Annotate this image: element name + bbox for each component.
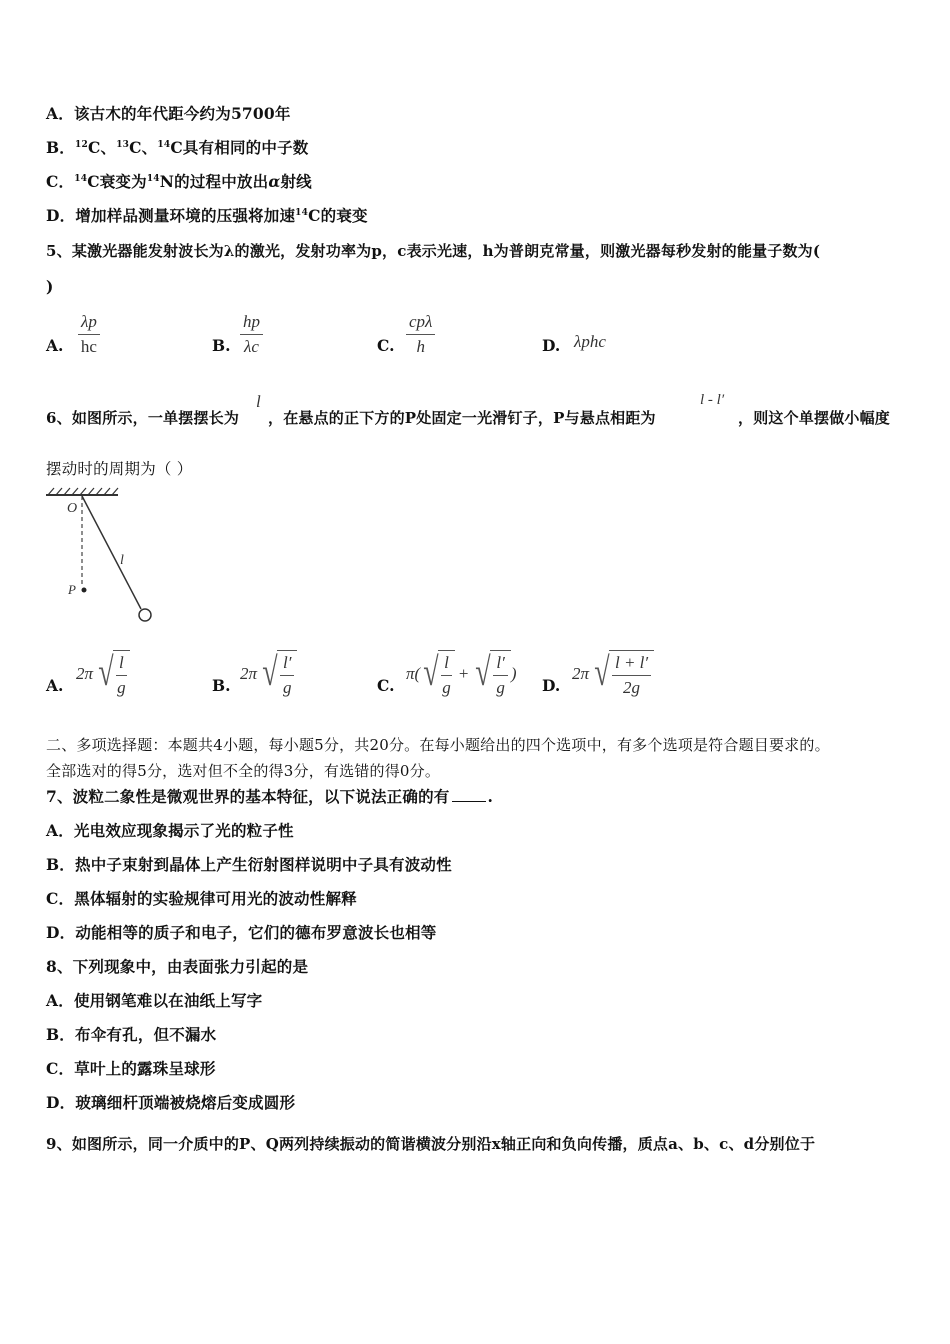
option-text: C衰变为 (87, 172, 147, 191)
q5-stem: 5、某激光器能发射波长为λ的激光，发射功率为p，c表示光速，h为普朗克常量，则激光器每秒发射的能量子数为( (46, 242, 821, 260)
denominator: hc (80, 337, 97, 356)
option-text: N的过程中放出 (159, 172, 269, 191)
option-label: B． (46, 1025, 76, 1044)
q5-option-d-formula: λphc (574, 332, 606, 351)
mass-number: 13 (116, 140, 130, 150)
mass-number: 12 (75, 140, 88, 150)
option-text: 黑体辐射的实验规律可用光的波动性解释 (74, 889, 357, 908)
q6-stem-part-c: ，则这个单摆做小幅度 (738, 409, 891, 427)
q4-option-a (46, 102, 291, 124)
q6-symbol-l-minus-lprime: l - l′ (700, 392, 725, 408)
q6-stem-part-b: ，在悬点的正下方的P处固定一光滑钉子，P与悬点相距为 (268, 409, 656, 427)
denominator: λc (244, 337, 259, 356)
option-text: 热中子束射到晶体上产生衍射图样说明中子具有波动性 (75, 855, 452, 874)
numerator: l′ (493, 653, 507, 676)
answer-blank (452, 801, 486, 802)
q6-option-a-label: A. (46, 676, 64, 695)
q4-option-c (46, 170, 312, 192)
mass-number: 14 (74, 174, 88, 184)
nail-point-p (82, 588, 87, 593)
numerator: cpλ (406, 312, 435, 335)
numerator: l (441, 653, 452, 676)
coefficient: 2π (76, 664, 94, 683)
label-p: P (68, 582, 76, 597)
q5-option-a-formula (78, 312, 100, 357)
denominator: g (496, 678, 505, 697)
option-label: A． (46, 104, 74, 123)
q6-stem-line2: 摆动时的周期为（ ） (46, 460, 193, 478)
ceiling-hatch (48, 488, 118, 495)
q6-option-d-label: D. (542, 676, 561, 695)
coefficient: π( (406, 664, 421, 683)
option-text: C具有相同的中子数 (170, 138, 309, 157)
option-label: C． (46, 889, 75, 908)
q7-stem (46, 785, 493, 807)
q8-option-b (46, 1023, 216, 1045)
mass-number: 14 (295, 208, 309, 218)
option-text: C、 (87, 138, 117, 157)
denominator: g (442, 678, 451, 697)
pendulum-figure (40, 484, 160, 629)
q6-option-c-formula: π( √ $\frac{l}{g}$ + √ $\frac{l'}{g}$ ) (406, 649, 517, 697)
option-label: C． (46, 1059, 75, 1078)
q5-option-c-label: C. (377, 336, 395, 355)
q8-option-a (46, 989, 262, 1011)
option-label: A． (46, 821, 74, 840)
q8-option-c (46, 1057, 216, 1079)
numerator: l (116, 653, 127, 676)
q8-option-d (46, 1091, 295, 1113)
option-text: 该古木的年代距今约为5700年 (73, 104, 291, 123)
q5-stem-end: ) (46, 277, 54, 296)
q4-option-b (46, 136, 308, 158)
q5-option-b-formula (240, 312, 263, 357)
q7-option-b (46, 853, 452, 875)
option-text: 使用钢笔难以在油纸上写字 (73, 991, 263, 1010)
numerator: hp (240, 312, 263, 335)
q6-option-b-label: B. (212, 676, 231, 695)
denominator: 2g (623, 678, 641, 697)
section2-heading-line1: 二、多项选择题：本题共4小题，每小题5分，共20分。在每小题给出的四个选项中，有多个选项是符合题目要求的。 (46, 736, 830, 754)
q8-stem: 8、下列现象中，由表面张力引起的是 (46, 957, 309, 976)
option-label: B． (46, 855, 76, 874)
option-label: C． (46, 172, 75, 191)
label-o: O (67, 501, 78, 516)
q7-stem-text: 7、波粒二象性是微观世界的基本特征，以下说法正确的有 (46, 787, 450, 806)
q7-option-d (46, 921, 436, 943)
option-label: D． (46, 1093, 76, 1112)
option-text: 草叶上的露珠呈球形 (74, 1059, 216, 1078)
option-label: D． (46, 206, 76, 225)
q7-option-c (46, 887, 357, 909)
coefficient: 2π (572, 664, 590, 683)
denominator: g (117, 678, 126, 697)
q7-stem-end: . (487, 787, 494, 806)
q9-stem: 9、如图所示，同一介质中的P、Q两列持续振动的简谐横波分别沿x轴正向和负向传播，质点a、b、c、d分别位于 (46, 1135, 816, 1153)
mass-number: 14 (157, 140, 171, 150)
q7-option-a (46, 819, 294, 841)
option-text: 玻璃细杆顶端被烧熔后变成圆形 (75, 1093, 296, 1112)
option-text: 射线 (280, 172, 312, 191)
alpha-symbol: α (268, 172, 281, 191)
q4-option-d (46, 204, 368, 226)
q5-option-b-label: B. (212, 336, 231, 355)
denominator: g (282, 678, 292, 697)
q6-option-a-formula: 2π √ $\frac{l}{g}$ (76, 650, 130, 698)
q6-option-c-label: C. (377, 676, 395, 695)
numerator: λp (78, 312, 100, 335)
plus-sign: + (458, 664, 469, 683)
option-label: B． (46, 138, 76, 157)
q6-stem-part-a: 6、如图所示，一单摆摆长为 (46, 409, 240, 427)
mass-number: 14 (146, 174, 160, 184)
numerator: l′ (280, 653, 294, 676)
numerator: l + l′ (612, 653, 651, 676)
option-text: 增加样品测量环境的压强将加速 (75, 206, 296, 225)
q6-symbol-l: l (256, 392, 261, 411)
section2-heading-line2: 全部选对的得5分，选对但不全的得3分，有选错的得0分。 (46, 762, 441, 780)
denominator: h (416, 337, 425, 356)
q5-option-a-label: A. (46, 336, 64, 355)
coefficient: 2π (240, 664, 258, 683)
option-label: D． (46, 923, 76, 942)
q6-option-b-formula: 2π √ $\frac{l'}{g}$ (240, 650, 297, 698)
close-paren: ) (510, 664, 517, 683)
option-label: A． (46, 991, 74, 1010)
option-text: C的衰变 (308, 206, 368, 225)
option-text: 光电效应现象揭示了光的粒子性 (73, 821, 294, 840)
label-l: l (120, 553, 124, 568)
q6-option-d-formula: 2π √ $\frac{l + l'}{2g}$ (572, 650, 654, 698)
option-text: 动能相等的质子和电子，它们的德布罗意波长也相等 (75, 923, 437, 942)
option-text: 布伞有孔，但不漏水 (75, 1025, 217, 1044)
q5-option-c-formula (406, 312, 435, 357)
pendulum-string (82, 496, 141, 609)
q5-option-d-label: D. (542, 336, 561, 355)
pendulum-bob (139, 609, 151, 621)
option-text: C、 (129, 138, 158, 157)
